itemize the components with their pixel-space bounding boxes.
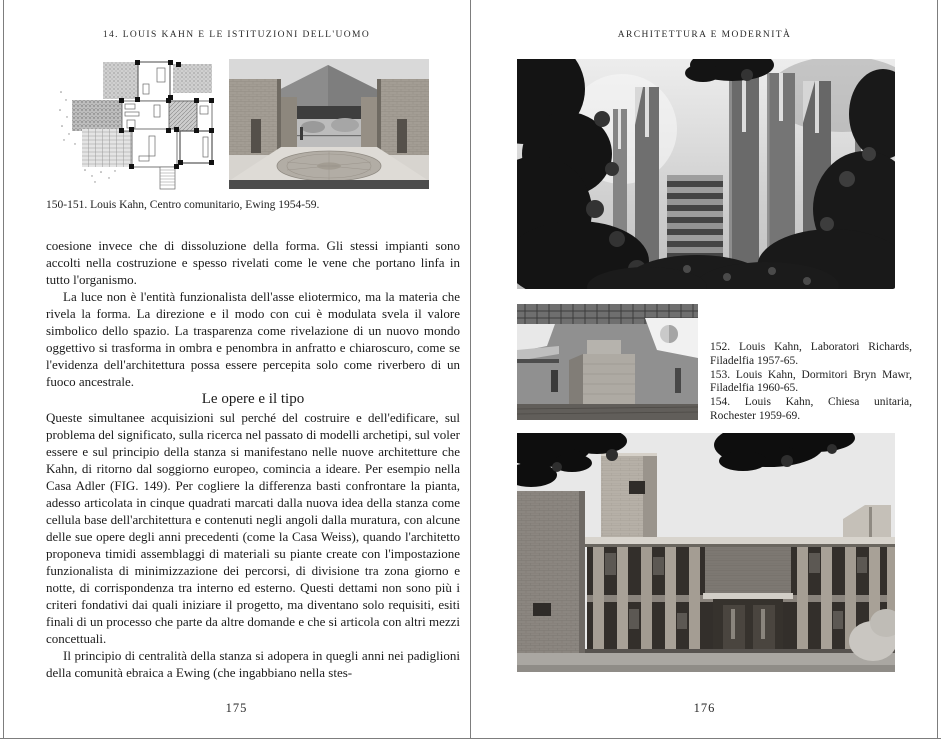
captions-152-154 [710,341,912,424]
caption-text: 150-151. Louis Kahn, Centro comunitario, Ewing 1954-59. [46,199,320,211]
caption-152: 152. Louis Kahn, Laboratori Richards, Filadelfia 1957-65. [710,341,912,367]
figure-interior-photo [517,304,698,420]
page-number-right: 176 [693,701,716,715]
bottom-edge-line [0,738,941,739]
paragraph: Queste simultanee acquisizioni sul perché del costruire e dell'edificare, sul problema del significato, sulla ricerca nel passato di modelli archetipi, sul voler essere e sul principio della stanza si manifestano nelle nuove architetture che Kahn, di ritorno dal soggiorno europeo, comincia a ideare. Per esempio nella Casa Adler (FIG. 149). Per cogliere la differenza basti confrontare la pianta, adesso articolata in cinque quadrati marcati dalla nuova idea della stanza come cellula base dell'architettura e contenuti negli angoli dalla muratura, con alcune delle sue opere degli anni precedenti (come la Casa Weiss), quando l'architetto proponeva timidi assemblaggi di materiali su piante create con l'impostazione funzionalista di minimizzazione dei percorsi, di divisione tra zona giorno e notte, di corrispondenza tra interno ed esterno. Questi dettami non sono più i criteri fondativi dai quali iniziare il progetto, ma diventano solo requisiti, esiti finali di un processo che parte da altre domande e che si articola con altri mezzi concettuali. [46,410,461,646]
figure-bathhouse-photo [229,59,429,189]
running-head-left: 14. LOUIS KAHN E LE ISTITUZIONI DELL'UOMO [102,30,371,40]
paragraph: coesione invece che di dissoluzione della forma. Gli stessi impianti sono accolti nella costruzione e spesso rivelati come le vene che portano linfa in tutto l'organismo. [46,238,460,287]
page-176 [471,0,938,738]
running-head-right: ARCHITETTURA E MODERNITÀ [617,30,792,40]
figure-richards-towers-photo [517,59,895,289]
section-heading: Le opere e il tipo [201,391,305,407]
figure-floor-plan [57,60,216,191]
paragraph: Il principio di centralità della stanza si adopera in quegli anni nei padiglioni della comunità ebraica a Ewing (che ingabbiano nella stes- [46,648,460,680]
paragraph: La luce non è l'entità funzionalista dell'asse eliotermico, ma la materia che rivela la forma. La direzione e il modo con cui è modulata svela il valore simbolico dello spazio. La trasparenza come rivelazione di un nuovo mondo oggettivo si trasforma in ombra e penombra in anfratto e chiaroscuro, come se l'evidenza dell'architettura possa essere percepita solo come riverbero di un fuoco ancestrale. [46,289,460,389]
caption-153: 153. Louis Kahn, Dormitori Bryn Mawr, Filadelfia 1960-65. [710,368,912,395]
body-text-column [46,237,460,681]
caption-154: 154. Louis Kahn, Chiesa unitaria, Rochester 1959-69. [710,396,912,422]
page-175 [3,0,470,738]
figure-unitarian-church-photo [517,433,895,672]
page-number-left: 175 [225,701,248,715]
figure-caption-150-151 [46,199,446,213]
